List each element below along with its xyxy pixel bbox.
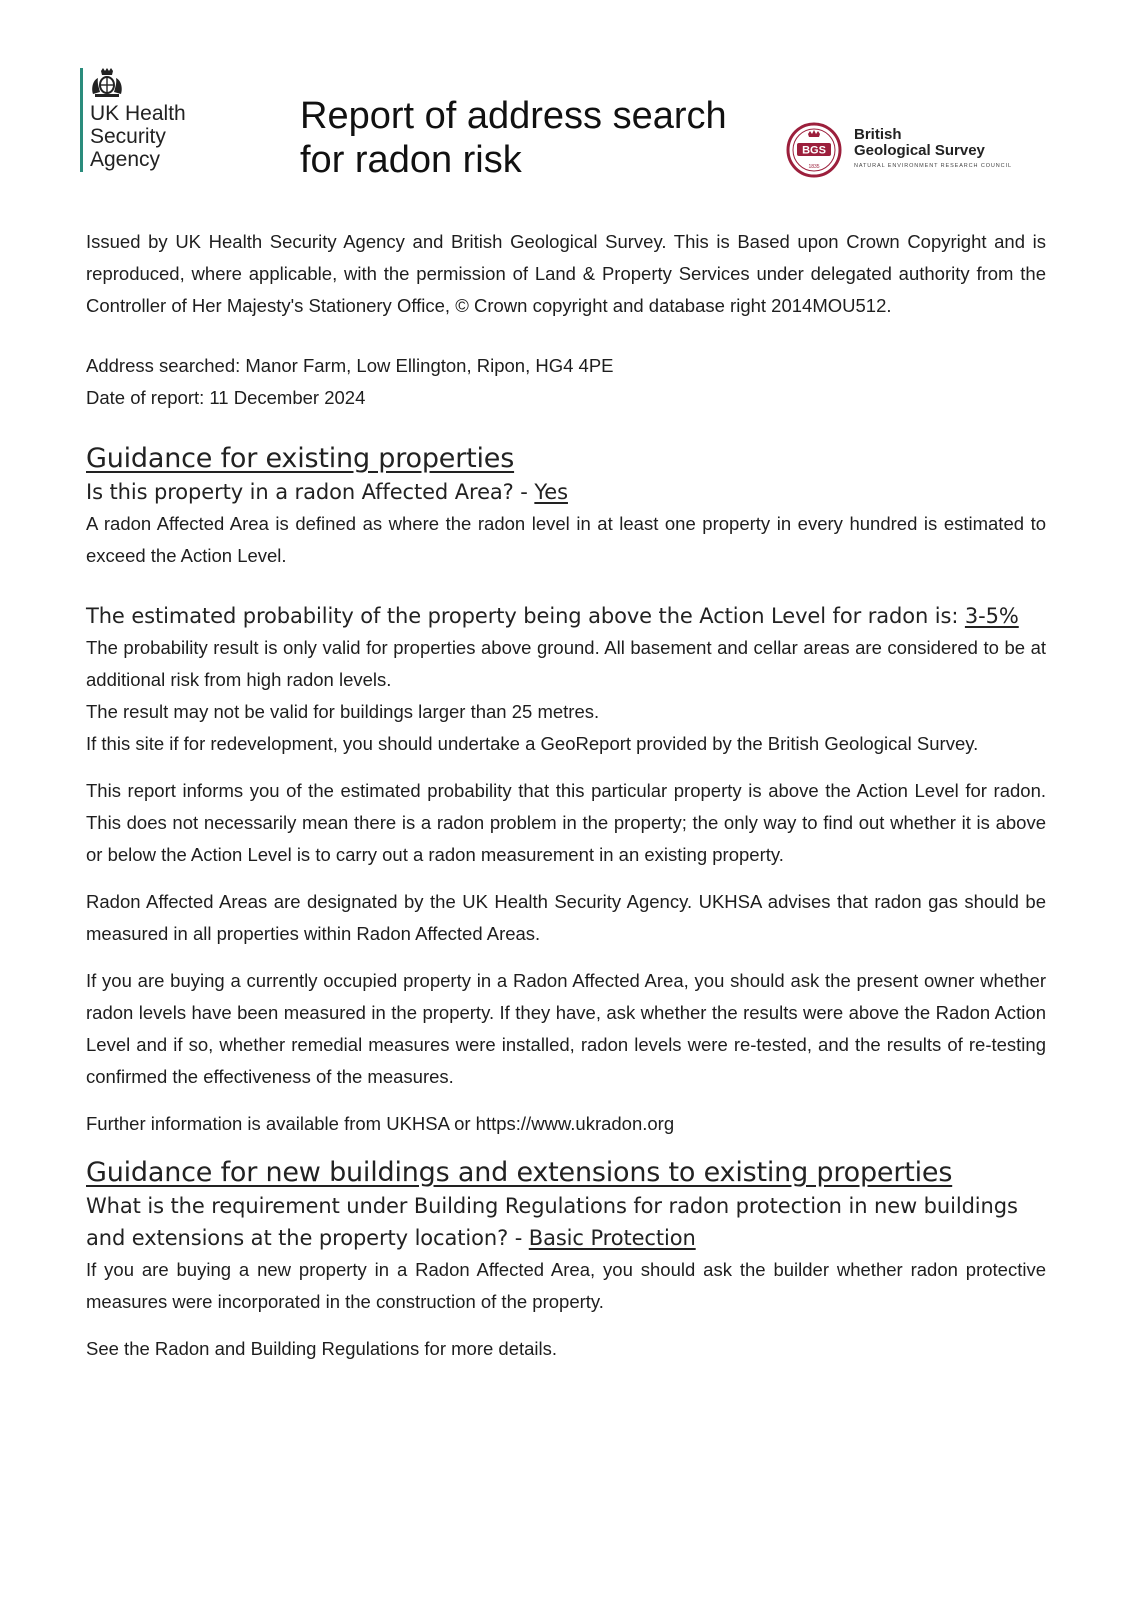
bgs-name-line: Geological Survey bbox=[854, 142, 985, 159]
new-buildings-paragraph: See the Radon and Building Regulations for more details. bbox=[86, 1338, 558, 1359]
ukhsa-logo-line: UK Health bbox=[90, 102, 186, 125]
bgs-logo bbox=[786, 122, 1056, 182]
report-body bbox=[86, 226, 1046, 1365]
existing-properties-heading: Guidance for existing properties bbox=[86, 443, 515, 474]
date-of-report: Date of report: 11 December 2024 bbox=[86, 387, 366, 408]
bgs-seal-year: 1835 bbox=[808, 164, 820, 170]
new-buildings-paragraph: If you are buying a new property in a Radon Affected Area, you should ask the builder whether radon protective measures were incorporated in the construction of the property. bbox=[86, 1259, 1046, 1312]
building-regulations-question-text: What is the requirement under Building Regulations for radon protection in new buildings and extensions at the property location? - bbox=[86, 1194, 1018, 1250]
probability-note: The result may not be valid for buildings larger than 25 metres. bbox=[86, 701, 600, 722]
further-information: Further information is available from UKHSA or https://www.ukradon.org bbox=[86, 1113, 675, 1134]
probability-note: If this site if for redevelopment, you should undertake a GeoReport provided by the British Geological Survey. bbox=[86, 733, 979, 754]
probability-question-text: The estimated probability of the property being above the Action Level for radon is: bbox=[86, 604, 965, 628]
probability-question bbox=[86, 600, 1046, 632]
bgs-seal-icon bbox=[786, 122, 842, 178]
affected-area-question-text: Is this property in a radon Affected Area? - bbox=[86, 480, 535, 504]
address-searched: Address searched: Manor Farm, Low Ellington, Ripon, HG4 4PE bbox=[86, 355, 614, 376]
report-title-line: Report of address search bbox=[300, 95, 727, 137]
ukhsa-logo-bar bbox=[80, 68, 83, 172]
bgs-council: NATURAL ENVIRONMENT RESEARCH COUNCIL bbox=[854, 163, 1012, 169]
probability-note: The probability result is only valid for properties above ground. All basement and cellar areas are considered to be at additional risk from high radon levels. bbox=[86, 637, 1046, 690]
report-title-line: for radon risk bbox=[300, 139, 522, 181]
existing-paragraph: Radon Affected Areas are designated by the UK Health Security Agency. UKHSA advises that radon gas should be measured in all properties within Radon Affected Areas. bbox=[86, 891, 1046, 944]
bgs-name-line: British bbox=[854, 126, 902, 143]
ukhsa-logo-line: Agency bbox=[90, 148, 161, 171]
ukhsa-logo-text bbox=[90, 102, 186, 171]
intro-paragraph: Issued by UK Health Security Agency and British Geological Survey. This is Based upon Crown Copyright and is reproduced, where applicable, with the permission of Land & Property Services under delegated authority from the Controller of Her Majesty's Stationery Office, © Crown copyright and database right 2014MOU512. bbox=[86, 231, 1046, 316]
building-regulations-answer: Basic Protection bbox=[528, 1226, 696, 1250]
affected-area-answer: Yes bbox=[534, 480, 568, 504]
bgs-name bbox=[854, 127, 985, 159]
existing-paragraph: This report informs you of the estimated probability that this particular property is above the Action Level for radon. This does not necessarily mean there is a radon problem in the property; the only way to find out whether it is above or below the Action Level is to carry out a radon measurement in an existing property. bbox=[86, 780, 1046, 865]
new-buildings-heading: Guidance for new buildings and extensions to existing properties bbox=[86, 1157, 953, 1188]
ukhsa-logo bbox=[80, 68, 210, 178]
affected-area-question bbox=[86, 476, 1046, 508]
building-regulations-question bbox=[86, 1190, 1046, 1254]
royal-crest-icon bbox=[90, 68, 124, 98]
bgs-seal-text: BGS bbox=[802, 144, 826, 157]
probability-answer: 3-5% bbox=[964, 604, 1019, 628]
report-header bbox=[0, 0, 1132, 200]
report-title bbox=[300, 94, 727, 182]
ukhsa-logo-line: Security bbox=[90, 125, 166, 148]
affected-area-definition: A radon Affected Area is defined as where the radon level in at least one property in every hundred is estimated to exceed the Action Level. bbox=[86, 513, 1046, 566]
existing-paragraph: If you are buying a currently occupied property in a Radon Affected Area, you should ask the present owner whether radon levels have been measured in the property. If they have, ask whether the results were above the Radon Action Level and if so, whether remedial measures were installed, radon levels were re-tested, and the results of re-testing confirmed the effectiveness of the measures. bbox=[86, 970, 1046, 1087]
